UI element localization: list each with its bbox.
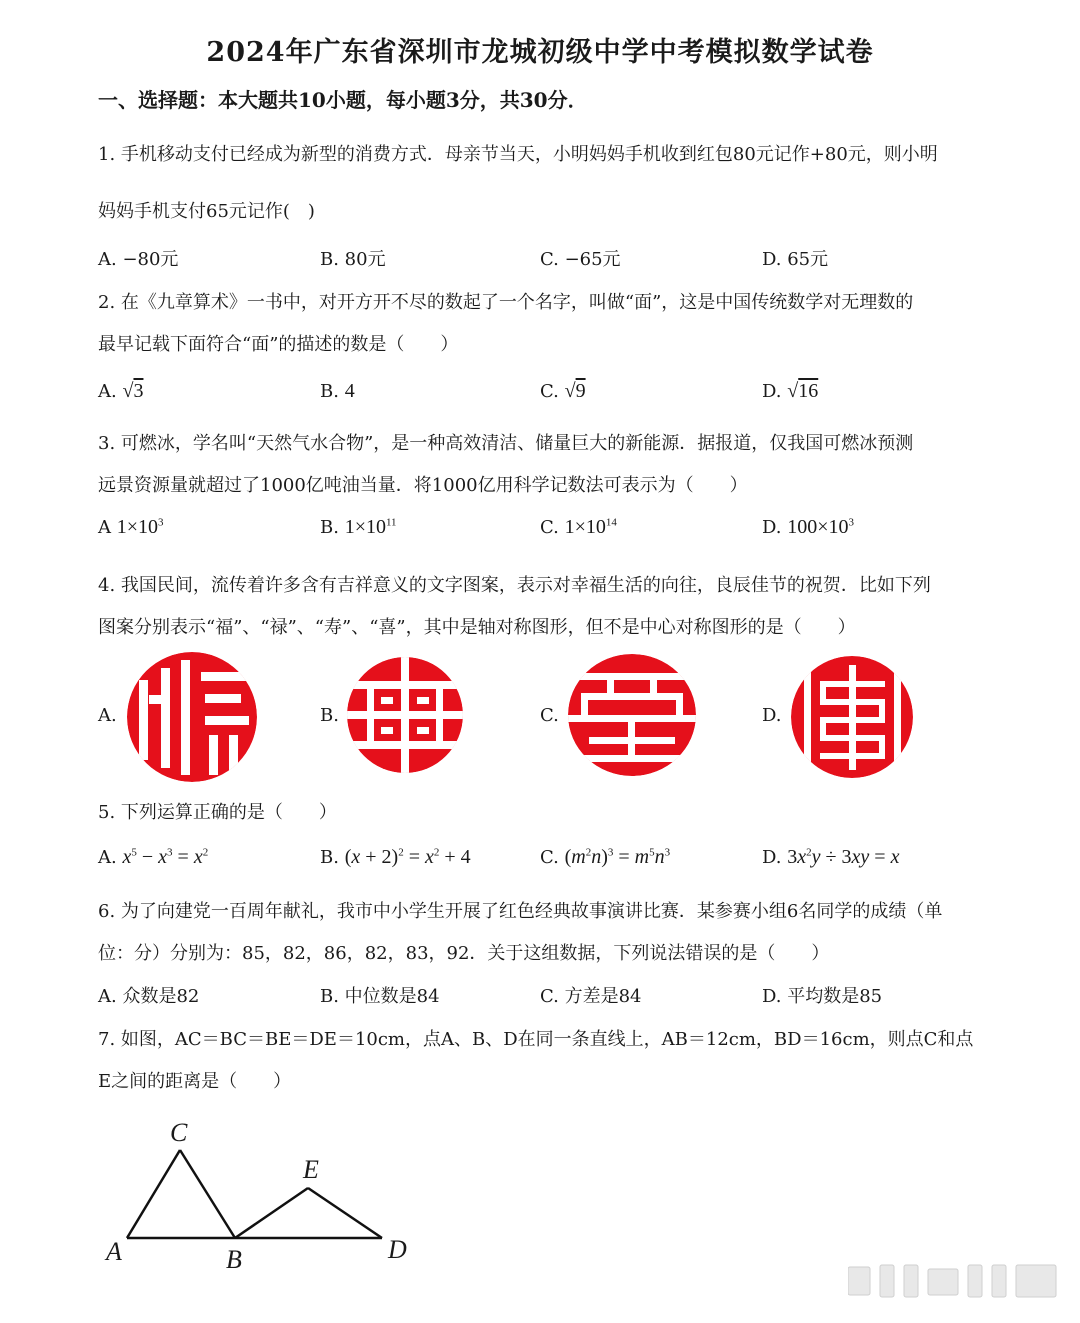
q3-option-a: A $1\times 10^3$ bbox=[98, 516, 164, 538]
segment-bc bbox=[180, 1150, 235, 1238]
section-heading: 一、选择题：本大题共10小题，每小题3分，共30分． bbox=[98, 88, 588, 112]
point-d-label: D bbox=[388, 1235, 407, 1264]
q4-option-a-letter: A. bbox=[98, 705, 117, 726]
q3-option-b: B. $1\times 10^{11}$ bbox=[320, 516, 397, 538]
segment-de bbox=[308, 1188, 382, 1238]
q4-line1: 4. 我国民间，流传着许多含有吉祥意义的文字图案，表示对幸福生活的向往，良辰佳节的祝贺．比如下列 bbox=[98, 575, 931, 596]
seal-lu-image bbox=[345, 655, 465, 775]
q4-line2: 图案分别表示“福”、“禄”、“寿”、“喜”，其中是轴对称图形，但不是中心对称图形的是（ ） bbox=[98, 617, 856, 638]
q6-line2: 位：分）分别为：85，82，86，82，83，92．关于这组数据，下列说法错误的是（ ） bbox=[98, 943, 830, 964]
q1-option-d: D. 65元 bbox=[762, 249, 829, 270]
q2-line2: 最早记载下面符合“面”的描述的数是（ ） bbox=[98, 334, 459, 355]
q2-line1: 2. 在《九章算术》一书中，对开方开不尽的数起了一个名字，叫做“面”，这是中国传统数学对无理数的 bbox=[98, 292, 914, 313]
q4-option-b-letter: B. bbox=[320, 705, 339, 726]
q7-line2: E之间的距离是（ ） bbox=[98, 1071, 292, 1092]
q6-option-c: C. 方差是84 bbox=[540, 986, 642, 1007]
q5-option-b: B. $(x + 2)^2 = x^2 + 4$ bbox=[320, 846, 471, 868]
q6-line1: 6. 为了向建党一百周年献礼，我市中小学生开展了红色经典故事演讲比赛．某参赛小组6名同学的成绩（单 bbox=[98, 901, 943, 922]
q7-line1: 7. 如图，AC＝BC＝BE＝DE＝10cm，点A、B、D在同一条直线上，AB＝12cm，BD＝16cm，则点C和点 bbox=[98, 1029, 974, 1050]
point-b-label: B bbox=[226, 1245, 242, 1274]
exam-title: 2024年广东省深圳市龙城初级中学中考模拟数学试卷 bbox=[206, 37, 874, 68]
segment-ac bbox=[127, 1150, 180, 1238]
q3-line1: 3. 可燃冰，学名叫“天然气水合物”，是一种高效清洁、储量巨大的新能源．据报道，仅我国可燃冰预测 bbox=[98, 433, 914, 454]
q1-line1: 1. 手机移动支付已经成为新型的消费方式．母亲节当天，小明妈妈手机收到红包80元记作+80元，则小明 bbox=[98, 144, 938, 165]
q5-option-d: D. $3x^2y \div 3xy = x$ bbox=[762, 846, 900, 868]
point-a-label: A bbox=[106, 1237, 122, 1266]
seal-fu-image bbox=[125, 650, 260, 785]
point-c-label: C bbox=[170, 1118, 188, 1147]
seal-xi-image bbox=[790, 655, 915, 780]
q3-option-c: C. $1\times 10^{14}$ bbox=[540, 516, 617, 538]
q4-option-c-letter: C. bbox=[540, 705, 559, 726]
q4-option-d-letter: D. bbox=[762, 705, 782, 726]
q6-option-d: D. 平均数是85 bbox=[762, 986, 883, 1007]
q5-line1: 5. 下列运算正确的是（ ） bbox=[98, 802, 337, 823]
q2-option-a: A. √3 bbox=[98, 380, 144, 402]
q6-option-b: B. 中位数是84 bbox=[320, 986, 440, 1007]
q3-option-d: D. $100\times 10^3$ bbox=[762, 516, 855, 538]
q1-line2: 妈妈手机支付65元记作( ) bbox=[98, 201, 315, 222]
watermark-icon bbox=[848, 1261, 1058, 1301]
point-e-label: E bbox=[303, 1155, 319, 1184]
q1-option-a: A. −80元 bbox=[98, 249, 179, 270]
segment-be bbox=[235, 1188, 308, 1238]
q2-option-c: C. √9 bbox=[540, 380, 586, 402]
q3-line2: 远景资源量就超过了1000亿吨油当量．将1000亿用科学记数法可表示为（ ） bbox=[98, 475, 748, 496]
q2-option-d: D. √16 bbox=[762, 380, 819, 402]
q2-option-b: B. 4 bbox=[320, 380, 355, 402]
q5-option-c: C. $(m^2n)^3 = m^5n^3$ bbox=[540, 846, 671, 868]
seal-shou-image bbox=[567, 653, 697, 778]
q6-option-a: A. 众数是82 bbox=[98, 986, 200, 1007]
q1-option-c: C. −65元 bbox=[540, 249, 621, 270]
triangle-figure bbox=[100, 1140, 400, 1260]
q1-option-b: B. 80元 bbox=[320, 249, 386, 270]
q5-option-a: A. $x^5 - x^3 = x^2$ bbox=[98, 846, 209, 868]
